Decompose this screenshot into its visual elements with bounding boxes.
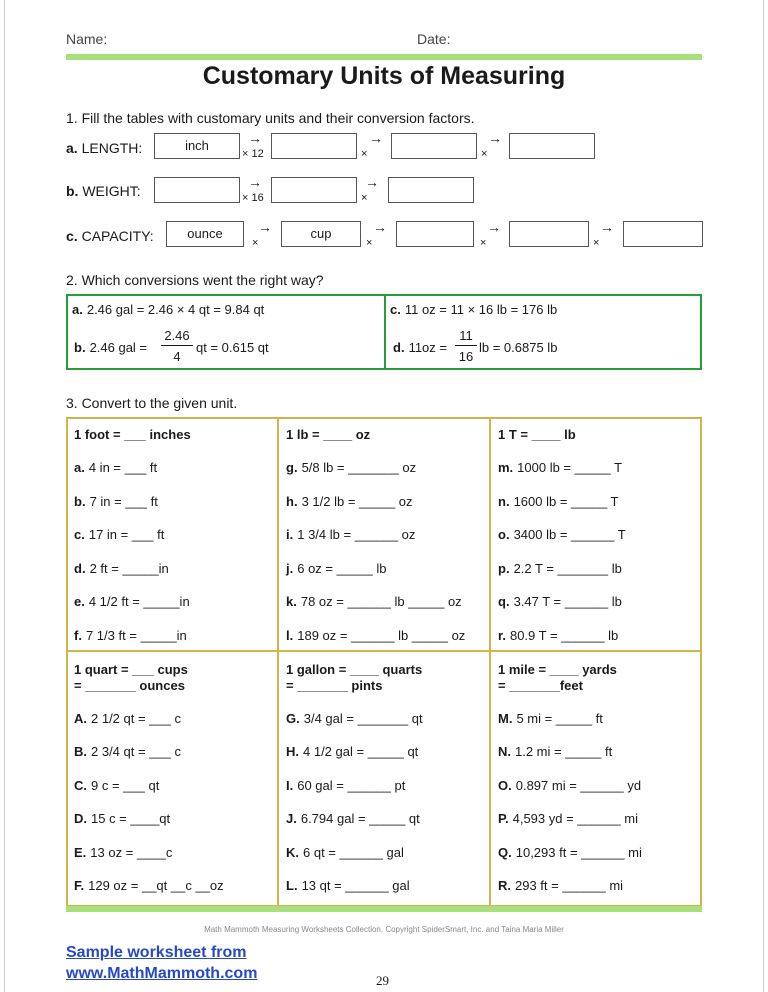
q3-problem-letter: R. xyxy=(498,878,511,893)
q3-problem-text: 9 c = ___ qt xyxy=(91,778,160,793)
q3-problem-letter: p. xyxy=(498,561,510,576)
capacity-times-1: × xyxy=(252,237,259,249)
weight-box-3[interactable] xyxy=(388,177,474,203)
q3-problem xyxy=(286,878,410,893)
q3-problem-text: 293 ft = ______ mi xyxy=(515,878,624,893)
q2-item-a: a. 2.46 gal = 2.46 × 4 qt = 9.84 qt xyxy=(72,302,265,317)
q3-problem-letter: H. xyxy=(286,744,299,759)
q3-cell-header: 1 foot = ___ inches xyxy=(74,427,191,442)
q3-problem-letter: B. xyxy=(74,744,87,759)
q3-cell-header: 1 lb = ____ oz xyxy=(286,427,371,442)
q3-problem xyxy=(286,628,465,643)
arrow-icon: → xyxy=(373,219,387,235)
q3-col-divider-1 xyxy=(277,417,279,907)
q3-problem-text: 1000 lb = _____ T xyxy=(517,460,623,475)
q3-problem-text: 4 1/2 gal = _____ qt xyxy=(303,744,419,759)
q2-d-fraction-bar xyxy=(455,345,477,346)
q3-problem-text: 6.794 gal = _____ qt xyxy=(300,811,420,826)
q3-problem-text: 3/4 gal = _______ qt xyxy=(303,711,423,726)
q3-problem-text: 2 1/2 qt = ___ c xyxy=(91,711,181,726)
q3-cell-header: 1 gallon = ____ quarts xyxy=(286,662,423,677)
q3-problem-text: 129 oz = __qt __c __oz xyxy=(88,878,224,893)
header-rule xyxy=(66,54,702,60)
q3-problem xyxy=(74,594,190,609)
capacity-times-4: × xyxy=(593,237,600,249)
q3-problem xyxy=(74,878,224,893)
q3-problem-text: 1 3/4 lb = ______ oz xyxy=(297,527,416,542)
q2-instruction: 2. Which conversions went the right way? xyxy=(66,272,324,288)
q3-problem xyxy=(498,561,622,576)
q3-problem xyxy=(498,845,642,860)
sample-line-1: Sample worksheet from xyxy=(66,944,247,961)
q3-problem-text: 13 qt = ______ gal xyxy=(301,878,410,893)
q2-b-fraction-bar xyxy=(161,345,193,346)
q3-problem-letter: a. xyxy=(74,460,85,475)
q3-problem-text: 5/8 lb = _______ oz xyxy=(301,460,417,475)
q3-problem xyxy=(74,744,181,759)
q2-divider xyxy=(384,294,386,370)
q2-d-denominator: 16 xyxy=(458,349,474,364)
length-box-2[interactable] xyxy=(271,133,357,159)
q3-problem-letter: P. xyxy=(498,811,509,826)
q3-problem-text: 80.9 T = ______ lb xyxy=(509,628,619,643)
capacity-times-3: × xyxy=(480,237,487,249)
q3-problem-text: 60 gal = ______ pt xyxy=(297,778,406,793)
q3-row-divider xyxy=(66,650,702,652)
arrow-icon: → xyxy=(248,174,262,190)
q3-problem-text: 15 c = ____qt xyxy=(91,811,171,826)
q3-problem-text: 4 in = ___ ft xyxy=(88,460,158,475)
q3-problem-text: 17 in = ___ ft xyxy=(88,527,165,542)
arrow-icon: → xyxy=(487,219,501,235)
q2-b-denominator: 4 xyxy=(173,349,181,364)
length-box-3[interactable] xyxy=(391,133,477,159)
q2-item-d-left: d. 11oz = xyxy=(393,340,447,355)
q3-problem xyxy=(74,778,159,793)
q3-problem-text: 5 mi = _____ ft xyxy=(516,711,603,726)
arrow-icon: → xyxy=(248,130,262,146)
q3-problem-text: 2.2 T = _______ lb xyxy=(513,561,622,576)
arrow-icon: → xyxy=(488,130,502,146)
q3-problem-letter: i. xyxy=(286,527,294,542)
q3-problem-letter: b. xyxy=(74,494,86,509)
q3-problem-letter: n. xyxy=(498,494,510,509)
q3-problem xyxy=(74,811,170,826)
q3-problem xyxy=(498,494,619,509)
q3-problem xyxy=(286,561,387,576)
arrow-icon: → xyxy=(369,130,383,146)
q3-cell-header-2: = _______ ounces xyxy=(74,678,185,693)
q3-problem-text: 3.47 T = ______ lb xyxy=(513,594,622,609)
capacity-box-5[interactable] xyxy=(623,221,703,247)
weight-factor-2: × xyxy=(361,192,368,204)
weight-row-label: b. WEIGHT: xyxy=(66,183,141,199)
q3-problem xyxy=(74,460,157,475)
length-factor-3: × xyxy=(481,148,488,160)
arrow-icon: → xyxy=(258,219,272,235)
q3-col-divider-2 xyxy=(489,417,491,907)
q3-problem xyxy=(74,527,164,542)
q3-problem-text: 7 1/3 ft = _____in xyxy=(85,628,187,643)
q3-problem-text: 3 1/2 lb = _____ oz xyxy=(301,494,413,509)
arrow-icon: → xyxy=(600,219,614,235)
q1-instruction: 1. Fill the tables with customary units and their conversion factors. xyxy=(66,110,475,126)
length-row-label: a. LENGTH: xyxy=(66,140,143,156)
q3-problem-letter: d. xyxy=(74,561,86,576)
q3-problem xyxy=(498,811,638,826)
q3-problem xyxy=(74,628,187,643)
q3-problem-letter: o. xyxy=(498,527,510,542)
capacity-box-2[interactable]: cup xyxy=(281,221,361,247)
q3-problem-letter: A. xyxy=(74,711,87,726)
length-box-1[interactable]: inch xyxy=(154,133,240,159)
q3-problem xyxy=(286,460,416,475)
q3-problem xyxy=(286,845,404,860)
q3-problem-letter: k. xyxy=(286,594,297,609)
q3-problem xyxy=(286,711,423,726)
q3-problem xyxy=(498,594,622,609)
length-factor-2: × xyxy=(361,148,368,160)
q3-problem-text: 189 oz = ______ lb _____ oz xyxy=(297,628,466,643)
q3-problem-text: 78 oz = ______ lb _____ oz xyxy=(300,594,462,609)
q2-item-d-right: lb = 0.6875 lb xyxy=(479,340,558,355)
q2-item-b-left: b. 2.46 gal = xyxy=(74,340,148,355)
q3-problem-text: 4,593 yd = ______ mi xyxy=(512,811,639,826)
capacity-box-1[interactable]: ounce xyxy=(166,221,244,247)
q3-problem xyxy=(498,711,603,726)
capacity-row-label: c. CAPACITY: xyxy=(66,228,154,244)
q3-problem-text: 13 oz = ____c xyxy=(90,845,173,860)
q3-problem-letter: r. xyxy=(498,628,506,643)
q3-problem-letter: N. xyxy=(498,744,511,759)
q3-problem xyxy=(286,527,415,542)
q3-problem xyxy=(286,778,405,793)
q3-problem-text: 6 qt = ______ gal xyxy=(303,845,404,860)
q3-problem-letter: g. xyxy=(286,460,298,475)
q3-problem-letter: C. xyxy=(74,778,87,793)
capacity-box-4[interactable] xyxy=(509,221,589,247)
q2-b-numerator: 2.46 xyxy=(164,328,190,343)
q3-problem-text: 0.897 mi = ______ yd xyxy=(515,778,642,793)
page-title: Customary Units of Measuring xyxy=(202,62,566,90)
copyright-text: Math Mammoth Measuring Worksheets Collection. Copyright SpiderSmart, Inc. and Taina Maria Miller xyxy=(204,925,564,934)
q3-problem xyxy=(74,845,172,860)
q3-cell-header-2: = _______ pints xyxy=(286,678,383,693)
q3-problem-letter: j. xyxy=(286,561,294,576)
q3-problem xyxy=(286,594,462,609)
q3-problem xyxy=(286,744,418,759)
q3-problem xyxy=(498,778,641,793)
q3-problem-text: 2 ft = _____in xyxy=(89,561,169,576)
q3-problem-letter: l. xyxy=(286,628,294,643)
q3-problem-letter: D. xyxy=(74,811,87,826)
q3-problem-text: 4 1/2 ft = _____in xyxy=(88,594,190,609)
capacity-times-2: × xyxy=(366,237,373,249)
q3-problem-letter: F. xyxy=(74,878,85,893)
capacity-box-3[interactable] xyxy=(396,221,474,247)
q3-problem-letter: Q. xyxy=(498,845,512,860)
weight-box-1[interactable] xyxy=(154,177,240,203)
q3-problem-letter: J. xyxy=(286,811,297,826)
q3-problem-letter: m. xyxy=(498,460,514,475)
q3-problem-letter: q. xyxy=(498,594,510,609)
q3-instruction: 3. Convert to the given unit. xyxy=(66,395,238,411)
q3-problem-letter: I. xyxy=(286,778,294,793)
q3-cell-header-2: = _______feet xyxy=(498,678,583,693)
q3-problem-letter: O. xyxy=(498,778,512,793)
q3-problem-text: 2 3/4 qt = ___ c xyxy=(91,744,181,759)
q3-problem-letter: G. xyxy=(286,711,300,726)
q3-problem-text: 6 oz = _____ lb xyxy=(297,561,387,576)
q3-problem xyxy=(286,811,420,826)
q3-problem-letter: f. xyxy=(74,628,82,643)
q2-item-c: c. 11 oz = 11 × 16 lb = 176 lb xyxy=(390,302,558,317)
q3-problem-text: 10,293 ft = ______ mi xyxy=(515,845,642,860)
q3-problem xyxy=(498,744,612,759)
q3-problem-letter: c. xyxy=(74,527,85,542)
weight-box-2[interactable] xyxy=(271,177,357,203)
date-label: Date: xyxy=(417,31,451,47)
page-number: 29 xyxy=(376,973,389,988)
q3-problem-text: 3400 lb = ______ T xyxy=(513,527,626,542)
sample-line-2: www.MathMammoth.com xyxy=(66,965,258,982)
q3-problem xyxy=(498,878,623,893)
q3-problem xyxy=(74,711,181,726)
length-factor-1: × 12 xyxy=(242,148,264,160)
q2-d-numerator: 11 xyxy=(459,328,473,343)
q3-problem-letter: M. xyxy=(498,711,513,726)
length-box-4[interactable] xyxy=(509,133,595,159)
weight-factor-1: × 16 xyxy=(242,192,264,204)
q3-problem-text: 7 in = ___ ft xyxy=(89,494,158,509)
name-label: Name: xyxy=(66,31,108,47)
q3-problem-letter: h. xyxy=(286,494,298,509)
q3-problem-text: 1600 lb = _____ T xyxy=(513,494,619,509)
q3-problem-text: 1.2 mi = _____ ft xyxy=(515,744,613,759)
q3-problem-letter: L. xyxy=(286,878,298,893)
q3-problem xyxy=(74,561,169,576)
q3-problem-letter: K. xyxy=(286,845,299,860)
arrow-icon: → xyxy=(365,174,379,190)
q3-problem xyxy=(498,460,622,475)
q3-problem xyxy=(74,494,158,509)
q3-cell-header: 1 T = ____ lb xyxy=(498,427,576,442)
q3-cell-header: 1 mile = ____ yards xyxy=(498,662,617,677)
q3-problem xyxy=(286,494,413,509)
q3-problem xyxy=(498,527,626,542)
q3-problem-letter: E. xyxy=(74,845,87,860)
q3-cell-header: 1 quart = ___ cups xyxy=(74,662,188,677)
q3-problem xyxy=(498,628,618,643)
footer-rule xyxy=(66,906,702,912)
q3-problem-letter: e. xyxy=(74,594,85,609)
q2-item-b-right: qt = 0.615 qt xyxy=(196,340,269,355)
sample-link[interactable] xyxy=(66,942,257,984)
